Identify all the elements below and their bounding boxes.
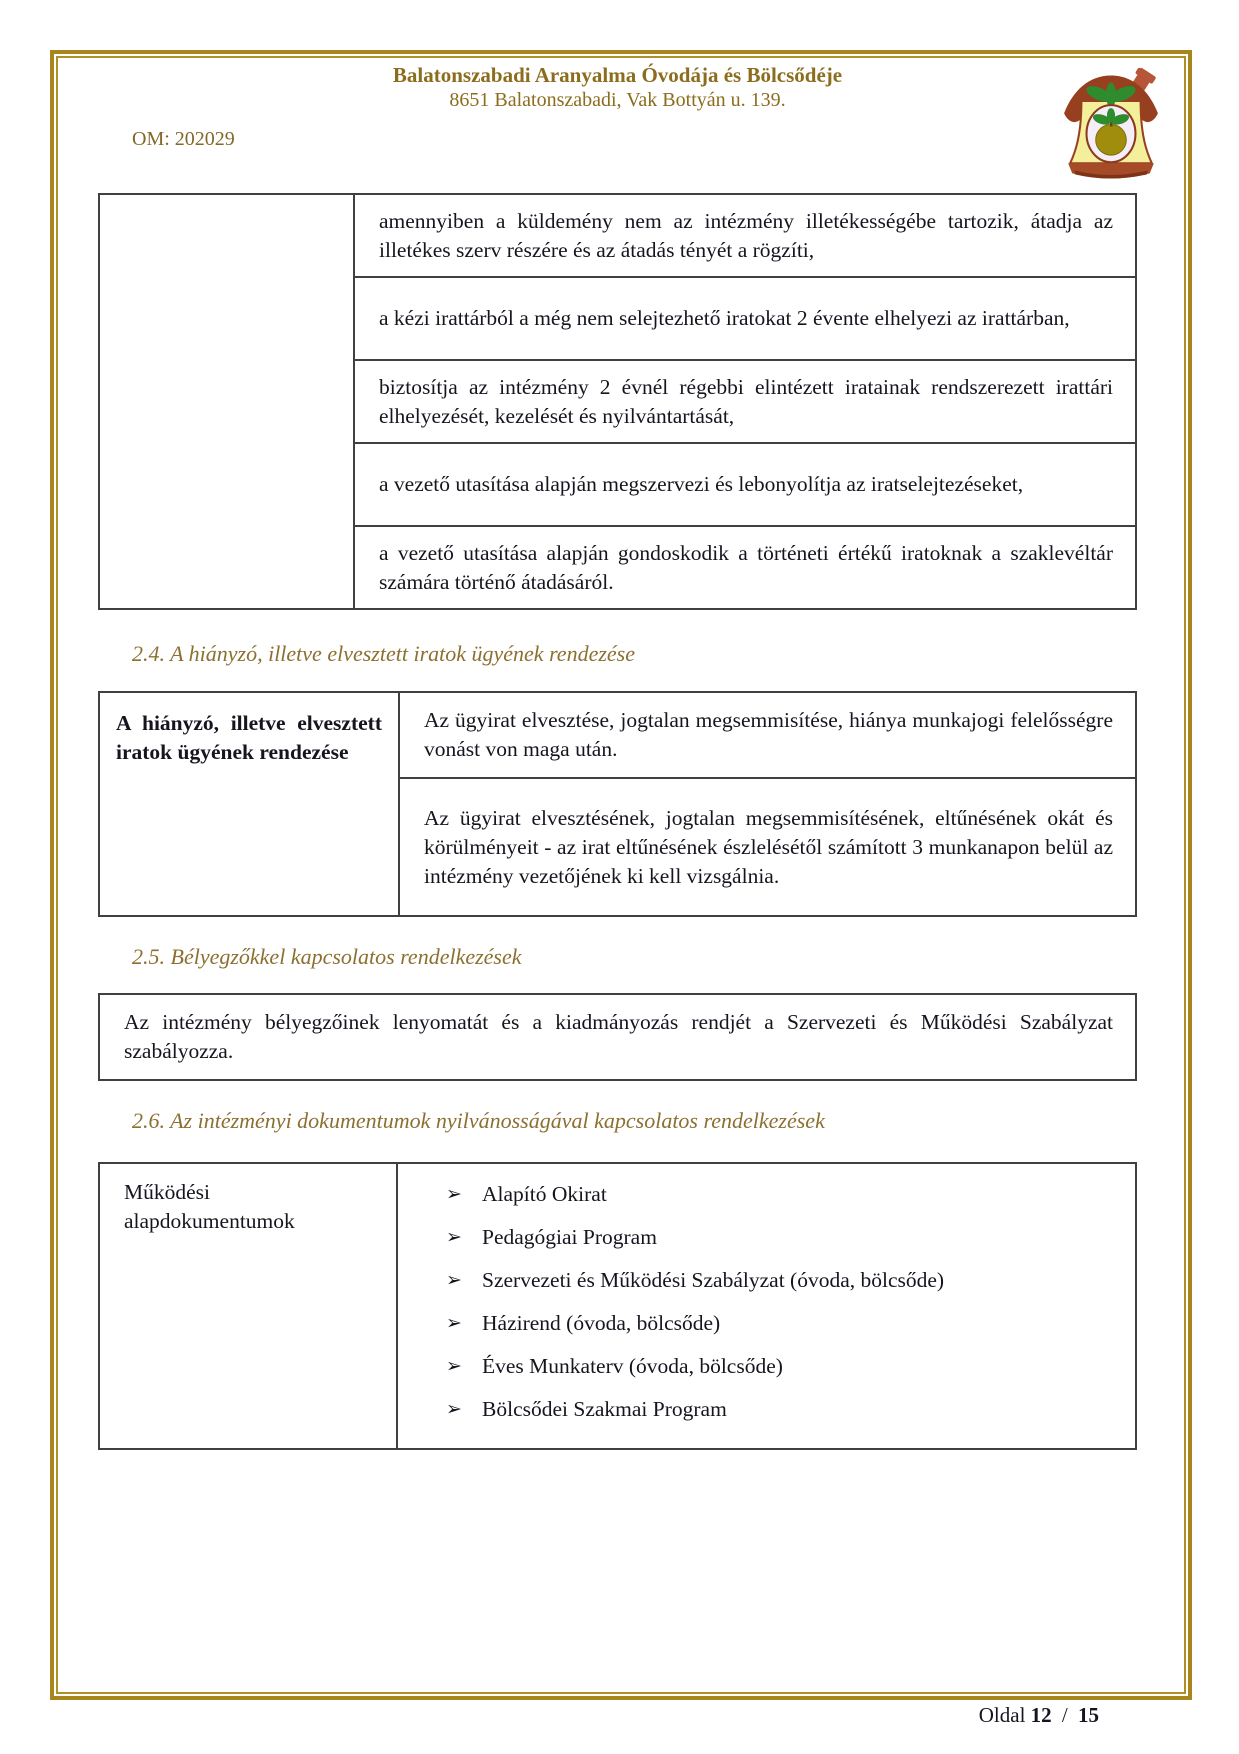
document-header xyxy=(98,62,1137,113)
list-item xyxy=(446,1266,1113,1295)
list-item xyxy=(446,1180,1113,1209)
public-docs-list-cell xyxy=(397,1163,1136,1449)
school-house-apple-logo-icon xyxy=(1060,68,1162,184)
duties-empty-cell xyxy=(99,194,354,609)
list-item-label: Bölcsődei Szakmai Program xyxy=(482,1397,727,1421)
table-row xyxy=(99,194,1136,277)
list-item xyxy=(446,1395,1113,1424)
table-row xyxy=(99,692,1136,778)
arrowhead-bullet-icon: ➢ xyxy=(446,1184,462,1205)
list-item xyxy=(446,1223,1113,1252)
list-item-label: Éves Munkaterv (óvoda, bölcsőde) xyxy=(482,1354,783,1378)
public-docs-row-label: Működési alapdokumentumok xyxy=(99,1163,397,1449)
duties-table xyxy=(98,193,1137,610)
list-item-label: Szervezeti és Működési Szabályzat (óvoda, bölcsőde) xyxy=(482,1268,945,1292)
missing-docs-text: Az ügyirat elvesztésének, jogtalan megsemmisítésének, eltűnésének okát és körülményeit - az irat eltűnésének észlelésétől számított 3 munkanapon belül az intézmény vezetőjének ki kell vizsgálnia. xyxy=(399,778,1136,916)
arrowhead-bullet-icon: ➢ xyxy=(446,1399,462,1420)
missing-docs-text: Az ügyirat elvesztése, jogtalan megsemmisítése, hiánya munkajogi felelősségre vonást von maga után. xyxy=(399,692,1136,778)
arrowhead-bullet-icon: ➢ xyxy=(446,1356,462,1377)
duty-text: a vezető utasítása alapján gondoskodik a történeti értékű iratoknak a szaklevéltár számára történő átadásáról. xyxy=(354,526,1136,609)
section-heading-2-6: 2.6. Az intézményi dokumentumok nyilvánosságával kapcsolatos rendelkezések xyxy=(132,1108,825,1133)
list-item-label: Pedagógiai Program xyxy=(482,1225,657,1249)
missing-documents-table xyxy=(98,691,1137,917)
list-item xyxy=(446,1309,1113,1338)
duty-text: a kézi irattárból a még nem selejtezhető iratokat 2 évente elhelyezi az irattárban, xyxy=(354,277,1136,360)
list-item-label: Alapító Okirat xyxy=(482,1182,607,1206)
section-heading-2-5: 2.5. Bélyegzőkkel kapcsolatos rendelkezések xyxy=(132,944,522,969)
organization-address: 8651 Balatonszabadi, Vak Bottyán u. 139. xyxy=(449,89,786,112)
footer-current-page: 12 xyxy=(1030,1703,1052,1727)
arrowhead-bullet-icon: ➢ xyxy=(446,1313,462,1334)
section-heading-2-4: 2.4. A hiányzó, illetve elvesztett iratok ügyének rendezése xyxy=(132,641,635,666)
table-row xyxy=(99,1163,1136,1449)
footer-total-pages: 15 xyxy=(1078,1703,1099,1727)
duty-text: a vezető utasítása alapján megszervezi és lebonyolítja az iratselejtezéseket, xyxy=(354,443,1136,526)
footer-label: Oldal xyxy=(978,1703,1026,1727)
arrowhead-bullet-icon: ➢ xyxy=(446,1270,462,1291)
footer-separator: / xyxy=(1061,1703,1068,1727)
list-item xyxy=(446,1352,1113,1381)
list-item-label: Házirend (óvoda, bölcsőde) xyxy=(482,1311,721,1335)
page-number-footer xyxy=(979,1703,1099,1728)
stamp-rules-paragraph: Az intézmény bélyegzőinek lenyomatát és a kiadmányozás rendjét a Szervezeti és Működési Szabályzat szabályozza. xyxy=(98,993,1137,1081)
arrowhead-bullet-icon: ➢ xyxy=(446,1227,462,1248)
duty-text: biztosítja az intézmény 2 évnél régebbi elintézett iratainak rendszerezett irattári elhelyezését, kezelését és nyilvántartását, xyxy=(354,360,1136,443)
public-documents-table xyxy=(98,1162,1137,1450)
organization-name: Balatonszabadi Aranyalma Óvodája és Bölcsődéje xyxy=(392,63,843,87)
missing-docs-row-label: A hiányzó, illetve elvesztett iratok ügyének rendezése xyxy=(99,692,399,916)
duty-text: amennyiben a küldemény nem az intézmény illetékességébe tartozik, átadja az illetékes szerv részére és az átadás tényét a rögzíti, xyxy=(354,194,1136,277)
om-number: OM: 202029 xyxy=(132,128,235,150)
